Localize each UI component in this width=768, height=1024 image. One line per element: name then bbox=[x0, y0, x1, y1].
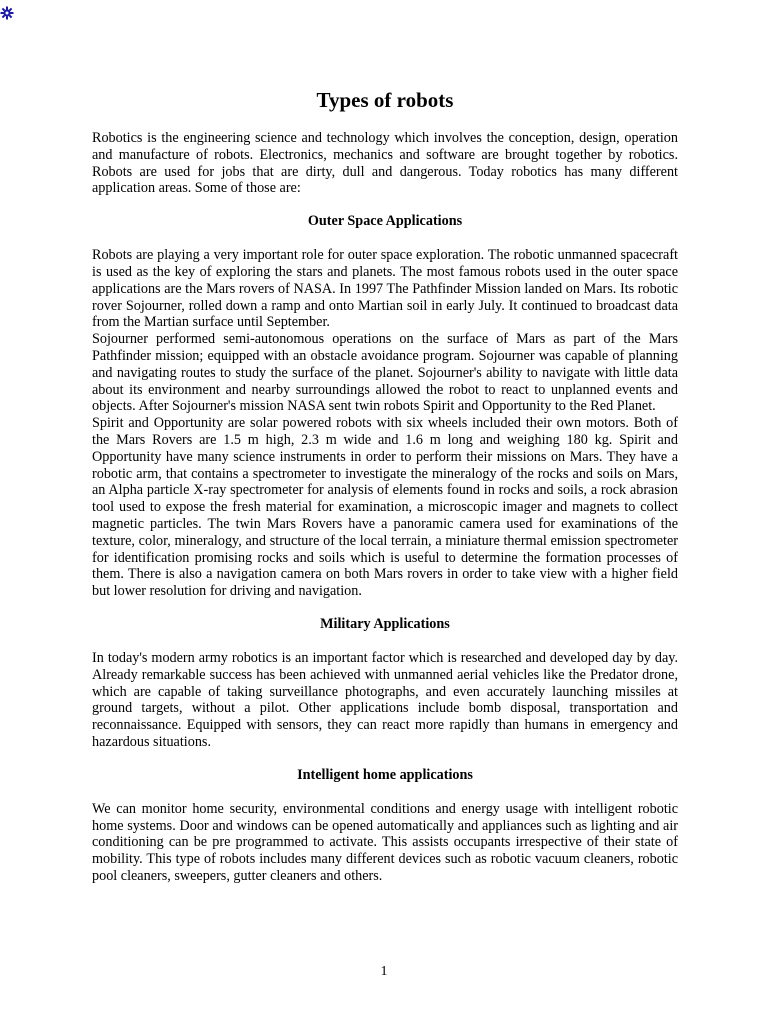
paragraph: In today's modern army robotics is an important factor which is researched and developed day by day. Already remarkable success has been achieved with unmanned aerial vehicles like the Predator drone, which are capable of taking surveillance photographs, and even accurately launching missiles at ground targets, without a pilot. Other applications include bomb disposal, transportation and reconnaissance. Equipped with sensors, they can react more rapidly than humans in emergency and hazardous situations. bbox=[92, 649, 678, 750]
section-military bbox=[92, 616, 678, 751]
section-heading: Outer Space Applications bbox=[307, 213, 463, 230]
page-title: Types of robots bbox=[316, 88, 454, 112]
section-outer-space bbox=[92, 213, 678, 600]
paragraph: Robots are playing a very important role for outer space exploration. The robotic unmanned spacecraft is used as the key of exploring the stars and planets. The most famous robots used in the outer space applications are the Mars rovers of NASA. In 1997 The Pathfinder Mission landed on Mars. Its robotic rover Sojourner, rolled down a ramp and onto Martian soil in early July. It continued to broadcast data from the Martian surface until September. bbox=[92, 247, 678, 331]
section-heading: Military Applications bbox=[320, 615, 450, 632]
document-page bbox=[92, 87, 678, 885]
paragraph: Spirit and Opportunity are solar powered robots with six wheels included their own motors. Both of the Mars Rovers are 1.5 m high, 2.3 m wide and 1.6 m long and weighing 180 kg. Spirit and Opportunity have many science instruments in order to perform their missions on Mars. They have a robotic arm, that contains a spectrometer to investigate the mineralogy of the rocks and soils on Mars, an Alpha particle X-ray spectrometer for analysis of elements found in rocks and soils, a rock abrasion tool used to expose the fresh material for examination, a microscopic imager and magnets to collect magnetic particles. The twin Mars Rovers have a panoramic camera used for examinations of the texture, color, mineralogy, and structure of the local terrain, a miniature thermal emission spectrometer for identification promising rocks and soils which is useful to determine the formation processes of them. There is also a navigation camera on both Mars rovers in order to take view with a higher field but lower resolution for driving and navigation. bbox=[92, 415, 678, 600]
gear-icon bbox=[0, 6, 14, 20]
page-number: 1 bbox=[380, 964, 388, 979]
intro-paragraph: Robotics is the engineering science and technology which involves the conception, design, operation and manufacture of robots. Electronics, mechanics and software are brought together by robotics. Robots are used for jobs that are dirty, dull and dangerous. Today robotics has many different application areas. Some of those are: bbox=[92, 130, 678, 197]
section-intelligent-home bbox=[92, 767, 678, 885]
paragraph: Sojourner performed semi-autonomous operations on the surface of Mars as part of the Mars Pathfinder mission; equipped with an obstacle avoidance program. Sojourner was capable of planning and navigating routes to study the surface of the planet. Sojourner's ability to navigate with little data about its environment and nearby surroundings allowed the robot to react to unplanned events and objects. After Sojourner's mission NASA sent twin robots Spirit and Opportunity to the Red Planet. bbox=[92, 331, 678, 415]
section-heading: Intelligent home applications bbox=[297, 766, 473, 783]
paragraph: We can monitor home security, environmental conditions and energy usage with intelligent robotic home systems. Door and windows can be opened automatically and appliances such as lighting and air conditioning can be pre programmed to activate. This assists occupants irrespective of their state of mobility. This type of robots includes many different devices such as robotic vacuum cleaners, robotic pool cleaners, sweepers, gutter cleaners and others. bbox=[92, 800, 678, 884]
